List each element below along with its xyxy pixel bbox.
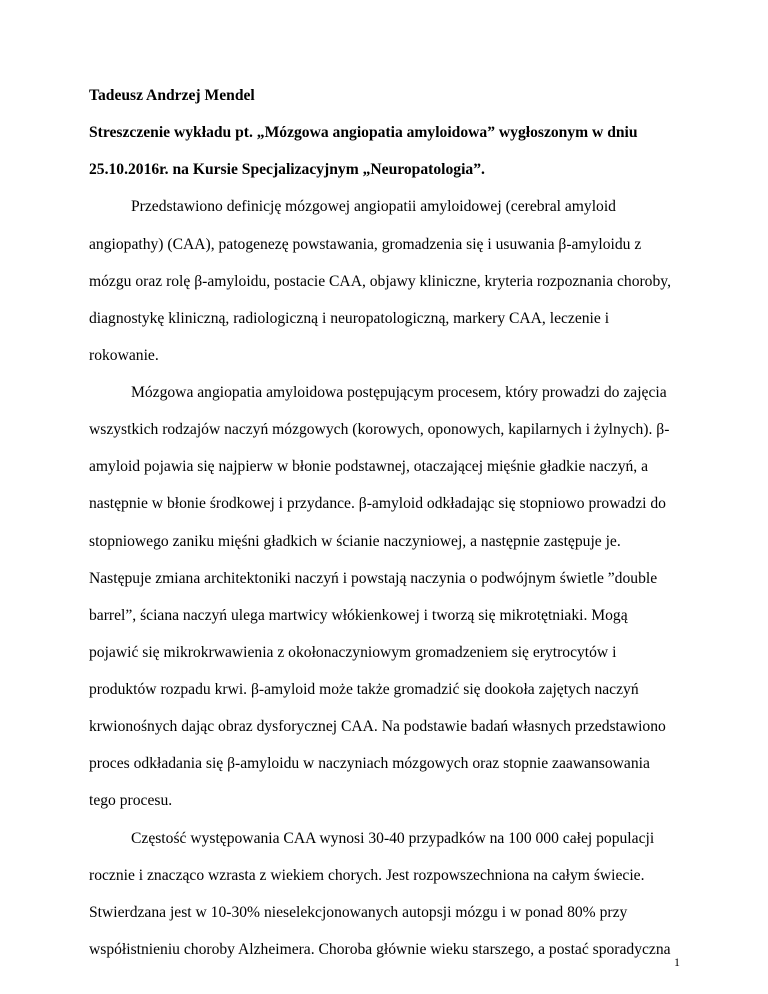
paragraph-3-line: Częstość występowania CAA wynosi 30-40 przypadków na 100 000 całej populacji xyxy=(131,830,655,847)
paragraph-2-line: tego procesu. xyxy=(89,792,173,809)
paragraph-1-line: diagnostykę kliniczną, radiologiczną i neuropatologiczną, markery CAA, leczenie i xyxy=(89,310,610,327)
paragraph-2-line: amyloid pojawia się najpierw w błonie podstawnej, otaczającej mięśnie gładkie naczyń, a xyxy=(89,458,649,475)
author-line: Tadeusz Andrzej Mendel xyxy=(89,87,255,104)
paragraph-3-line: Stwierdzana jest w 10-30% nieselekcjonowanych autopsji mózgu i w ponad 80% przy xyxy=(89,904,628,921)
paragraph-2-line: następnie w błonie środkowej i przydance. β-amyloid odkładając się stopniowo prowadzi do xyxy=(89,495,666,512)
paragraph-2-line: pojawić się mikrokrwawienia z okołonaczyniowym gromadzeniem się erytrocytów i xyxy=(89,644,617,661)
paragraph-1-line: rokowanie. xyxy=(89,347,159,364)
paragraph-3-line: współistnieniu choroby Alzheimera. Choroba głównie wieku starszego, a postać sporadyczna xyxy=(89,941,671,958)
paragraph-2-line: barrel”, ściana naczyń ulega martwicy włókienkowej i tworzą się mikrotętniaki. Mogą xyxy=(89,607,628,624)
paragraph-1-line: Przedstawiono definicję mózgowej angiopatii amyloidowej (cerebral amyloid xyxy=(131,198,616,215)
paragraph-2-line: proces odkładania się β-amyloidu w naczyniach mózgowych oraz stopnie zaawansowania xyxy=(89,755,650,772)
paragraph-2-line: stopniowego zaniku mięśni gładkich w ścianie naczyniowej, a następnie zastępuje je. xyxy=(89,533,621,550)
paragraph-2-line: Następuje zmiana architektoniki naczyń i powstają naczynia o podwójnym świetle ”double xyxy=(89,570,658,587)
paragraph-1-line: angiopathy) (CAA), patogenezę powstawania, gromadzenia się i usuwania β-amyloidu z xyxy=(89,236,642,253)
paragraph-2-line: krwionośnych dając obraz dysforycznej CAA. Na podstawie badań własnych przedstawiono xyxy=(89,718,666,735)
paragraph-1-line: mózgu oraz rolę β-amyloidu, postacie CAA, objawy kliniczne, kryteria rozpoznania choroby, xyxy=(89,273,671,290)
paragraph-3-line: rocznie i znacząco wzrasta z wiekiem chorych. Jest rozpowszechniona na całym świecie. xyxy=(89,867,645,884)
paragraph-2-line: produktów rozpadu krwi. β-amyloid może także gromadzić się dookoła zajętych naczyń xyxy=(89,681,639,698)
paragraph-2-line: wszystkich rodzajów naczyń mózgowych (korowych, oponowych, kapilarnych i żylnych). β- xyxy=(89,421,670,438)
title-line-2: 25.10.2016r. na Kursie Specjalizacyjnym „Neuropatologia”. xyxy=(89,161,485,178)
title-line-1: Streszczenie wykładu pt. „Mózgowa angiopatia amyloidowa” wygłoszonym w dniu xyxy=(89,124,638,141)
page-number: 1 xyxy=(674,955,680,969)
paragraph-2-line: Mózgowa angiopatia amyloidowa postępującym procesem, który prowadzi do zajęcia xyxy=(131,384,667,401)
